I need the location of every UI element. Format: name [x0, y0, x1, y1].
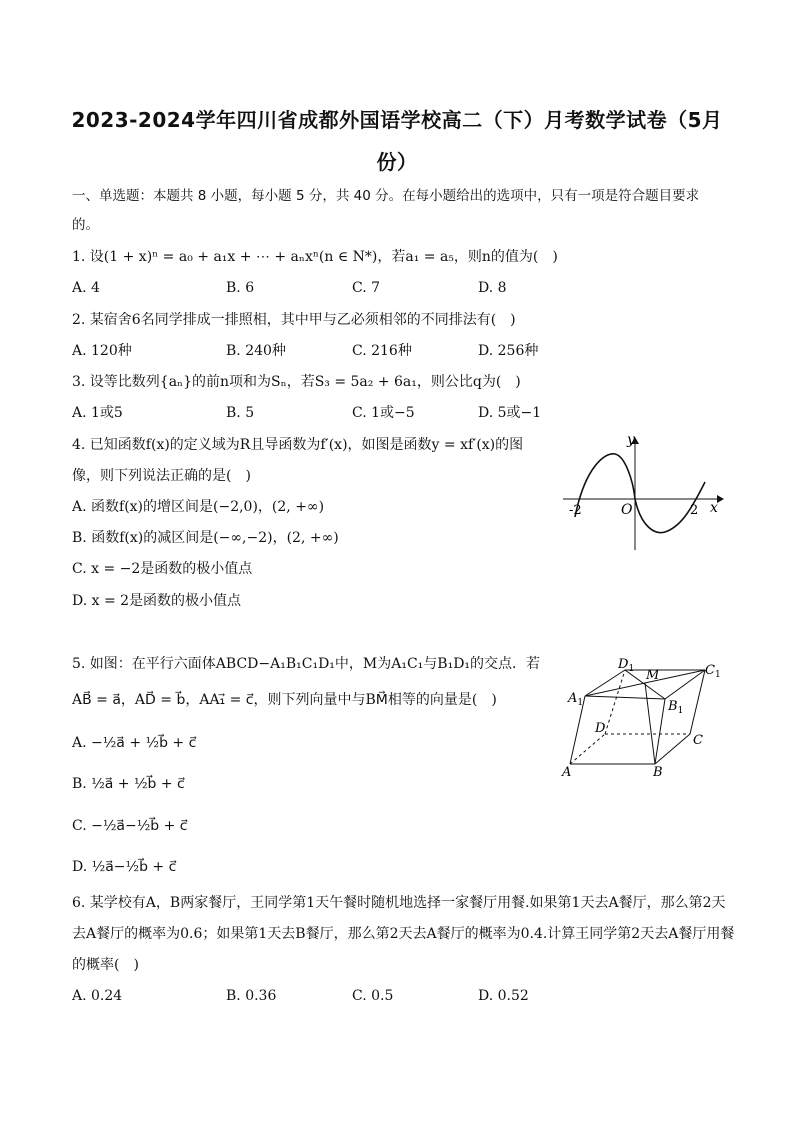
question-4-text-line2: 像，则下列说法正确的是( ) [72, 468, 251, 484]
question-3-text: 3. 设等比数列{aₙ}的前n项和为Sₙ，若S₃ = 5a₂ + 6a₁，则公比q为( ) [72, 374, 521, 390]
vertex-label-m: M [646, 668, 660, 683]
parallelepiped-figure [560, 654, 730, 782]
question-4-option-c: C. x = −2是函数的极小值点 [72, 561, 253, 577]
question-6-option-d: D. 0.52 [478, 988, 529, 1004]
vertex-label-b: B [653, 765, 663, 780]
question-2-text: 2. 某宿舍6名同学排成一排照相，其中甲与乙必须相邻的不同排法有( ) [72, 312, 516, 328]
question-6-option-a: A. 0.24 [72, 988, 123, 1004]
question-1-option-a: A. 4 [72, 280, 100, 296]
question-6-option-b: B. 0.36 [226, 988, 277, 1004]
question-2-option-a: A. 120种 [72, 343, 132, 359]
vertex-label-a: A [562, 765, 572, 780]
question-2-option-b: B. 240种 [226, 343, 286, 359]
exam-title-line1: 2023-2024学年四川省成都外国语学校高二（下）月考数学试卷（5月 [71, 108, 723, 132]
question-3-option-d: D. 5或−1 [478, 405, 542, 421]
question-5-option-d: D. ½a⃗−½b⃗ + c⃗ [72, 859, 177, 875]
question-6-option-c: C. 0.5 [352, 988, 394, 1004]
question-5-option-a: A. −½a⃗ + ½b⃗ + c⃗ [72, 735, 197, 751]
question-6-text-line2: 去A餐厅的概率为0.6；如果第1天去B餐厅，那么第2天去A餐厅的概率为0.4.计算王同学第2天去A餐厅用餐 [72, 926, 735, 942]
question-5-option-b: B. ½a⃗ + ½b⃗ + c⃗ [72, 776, 185, 792]
vertex-label-b1: $B_1$ [668, 699, 684, 716]
question-4-text-line1: 4. 已知函数f(x)的定义域为R且导函数为f′(x)，如图是函数y = xf′(x)的图 [72, 437, 524, 453]
graph-tick-neg2: -2 [569, 503, 582, 518]
question-6-text-line1: 6. 某学校有A，B两家餐厅，王同学第1天午餐时随机地选择一家餐厅用餐.如果第1天去A餐厅，那么第2天 [72, 895, 726, 911]
derivative-graph-figure [555, 432, 735, 554]
vertex-label-c: C [693, 733, 703, 748]
question-4-option-a: A. 函数f(x)的增区间是(−2,0)，(2, +∞) [72, 499, 325, 515]
vertex-label-d: D [595, 721, 606, 736]
question-5-text-line2: AB⃗ = a⃗，AD⃗ = b⃗，AA₁⃗ = c⃗，则下列向量中与BM⃗相等的向量是( ) [72, 692, 497, 708]
vertex-label-d1: $D_1$ [618, 657, 635, 674]
question-1-text: 1. 设(1 + x)ⁿ = a₀ + a₁x + ⋯ + aₙxⁿ(n ∈ N*)，若a₁ = a₅，则n的值为( ) [72, 249, 558, 265]
question-2-option-d: D. 256种 [478, 343, 539, 359]
question-4-option-b: B. 函数f(x)的减区间是(−∞,−2)，(2, +∞) [72, 530, 339, 546]
question-3-option-a: A. 1或5 [72, 405, 123, 421]
question-3-option-c: C. 1或−5 [352, 405, 415, 421]
question-2-option-c: C. 216种 [352, 343, 412, 359]
vertex-label-c1: $C_1$ [705, 663, 721, 680]
question-5-option-c: C. −½a⃗−½b⃗ + c⃗ [72, 818, 188, 834]
graph-tick-pos2: 2 [690, 503, 699, 518]
question-1-option-b: B. 6 [226, 280, 255, 296]
question-6-text-line3: 的概率( ) [72, 957, 139, 973]
section-instruction-line1: 一、单选题：本题共 8 小题，每小题 5 分，共 40 分。在每小题给出的选项中，只有一项是符合题目要求 [72, 188, 700, 204]
graph-origin-label: O [621, 502, 633, 518]
section-instruction-line2: 的。 [72, 217, 99, 233]
graph-x-label: x [710, 500, 718, 516]
question-3-option-b: B. 5 [226, 405, 255, 421]
question-4-option-d: D. x = 2是函数的极小值点 [72, 593, 242, 609]
graph-curve [575, 454, 705, 533]
graph-y-label: y [627, 432, 635, 448]
question-1-option-c: C. 7 [352, 280, 381, 296]
exam-title-line2: 份） [376, 150, 418, 174]
vertex-label-a1: $A_1$ [568, 691, 584, 708]
question-1-option-d: D. 8 [478, 280, 507, 296]
question-5-text-line1: 5. 如图：在平行六面体ABCD−A₁B₁C₁D₁中，M为A₁C₁与B₁D₁的交点．若 [72, 656, 541, 672]
